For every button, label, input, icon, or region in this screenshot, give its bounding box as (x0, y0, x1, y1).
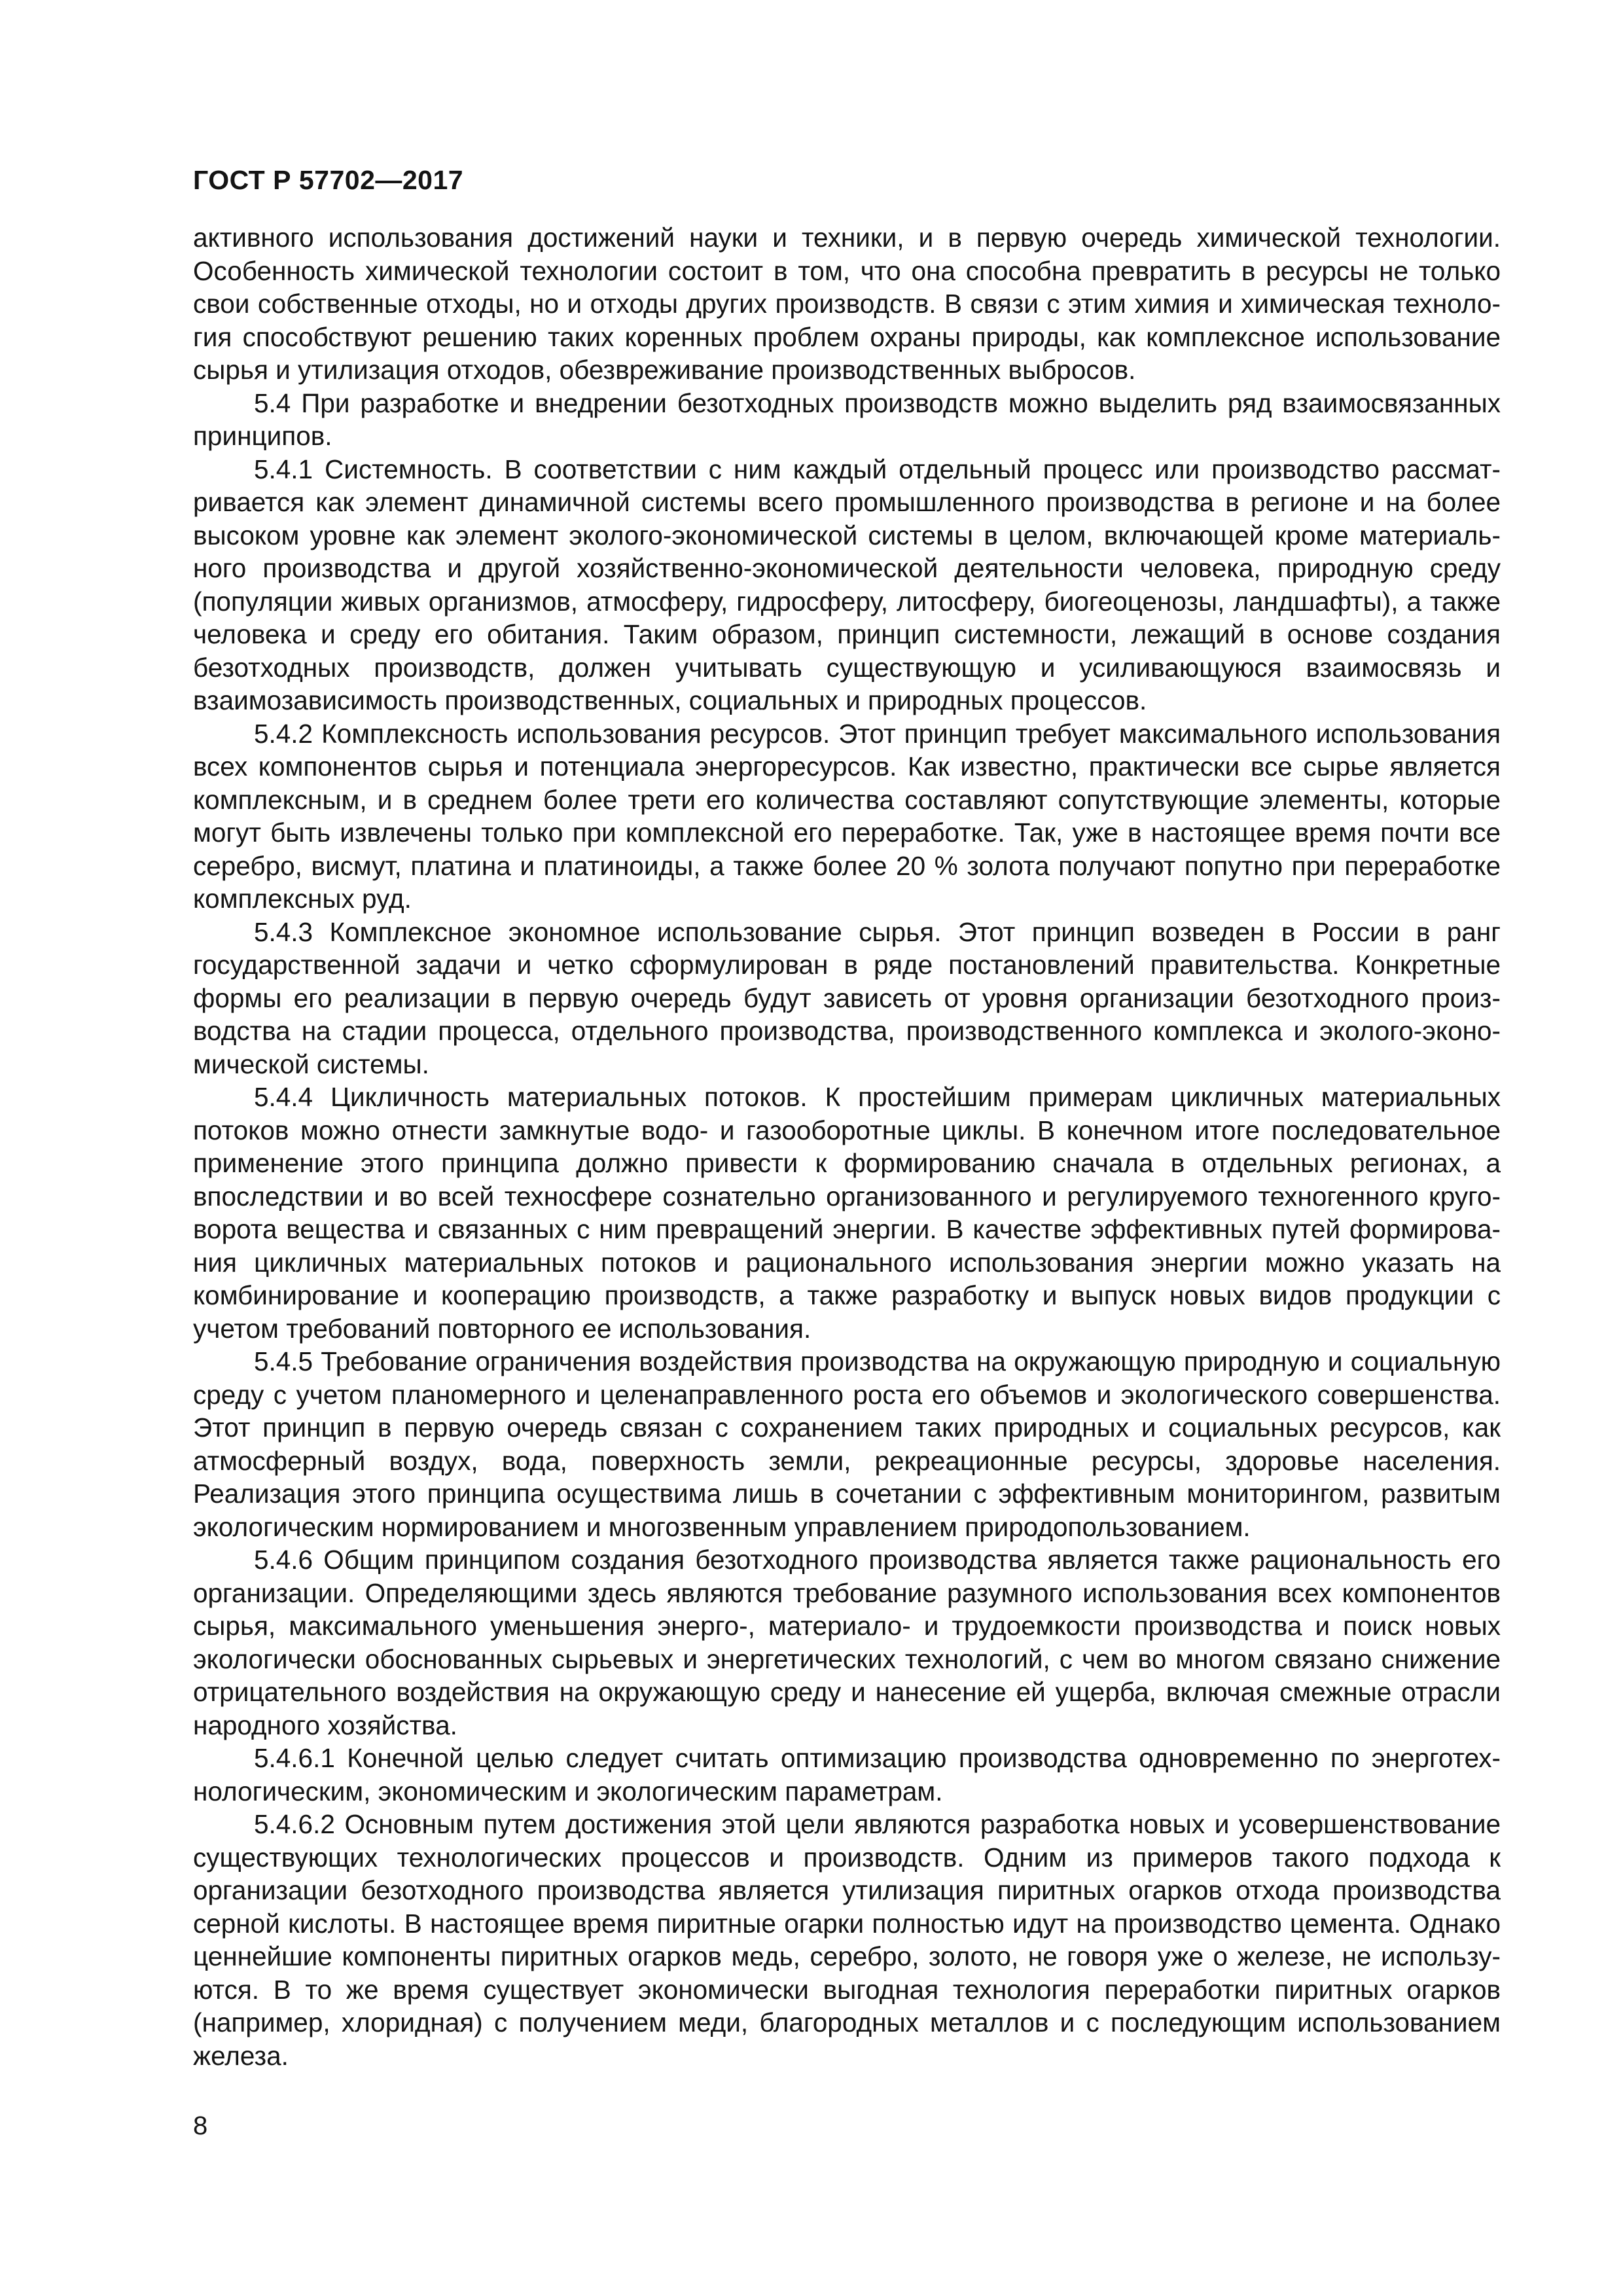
paragraph-5-4: 5.4 При разработке и внедрении безотходных производств можно выделить ряд взаимосвязанных принципов. (193, 387, 1501, 451)
paragraph-5-4-6: 5.4.6 Общим принципом создания безотходного производства является также рациональность его организации. Определяющими здесь являются требование разумного использования всех компонентов сырья, максимального уменьшения энерго-, материало- и трудоемкости производства и поиск новых экологически обоснованных сырьевых и энергетических технологий, с чем во многом связано снижение отрицательного воздействия на окружающую среду и нанесение ей ущерба, включая смежные отрасли народного хозяйства. (193, 1545, 1501, 1740)
paragraph-5-4-6-1: 5.4.6.1 Конечной целью следует считать оптимизацию производства одновременно по энерготехнологическим, экономическим и экологическим параметрам. (193, 1743, 1501, 1806)
paragraph-5-4-3: 5.4.3 Комплексное экономное использование сырья. Этот принцип возведен в России в ранг государственной задачи и четко сформулирован в ряде постановлений правительства. Конкретные формы его реализации в первую очередь будут зависеть от уровня организации безотходного производства на стадии процесса, отдельного производства, производственного комплекса и эколого-экономической системы. (193, 916, 1501, 1079)
paragraph-5-4-1: 5.4.1 Системность. В соответствии с ним каждый отдельный процесс или производство рассматривается как элемент динамичной системы всего промышленного производства в регионе и на более высоком уровне как элемент эколого-экономической системы в целом, включающей кроме материального производства и другой хозяйственно-экономической деятельности человека, природную среду (популяции живых организмов, атмосферу, гидросферу, литосферу, биогеоценозы, ландшафты), а также человека и среду его обитания. Таким образом, принцип системности, лежащий в основе создания безотходных производств, должен учитывать существующую и усиливающуюся взаимосвязь и взаимозависимость производственных, социальных и природных процессов. (193, 454, 1501, 715)
document-header: ГОСТ Р 57702—2017 (193, 165, 464, 195)
paragraph-5-4-6-2: 5.4.6.2 Основным путем достижения этой цели являются разработка новых и усовершенствование существующих технологических процессов и производств. Одним из примеров такого подхода к организации безотходного производства является утилизация пиритных огарков отхода производства серной кислоты. В настоящее время пиритные огарки полностью идут на производство цемента. Однако ценнейшие компоненты пиритных огарков медь, серебро, золото, не говоря уже о железе, не используются. В то же время существует экономически выгодная технология переработки пиритных огарков (например, хлоридная) с получением меди, благородных металлов и с последующим использованием железа. (193, 1809, 1501, 2071)
document-body (193, 221, 1501, 2072)
paragraph-continuation: активного использования достижений науки и техники, и в первую очередь химической технологии. Особенность химической технологии состоит в том, что она способна превратить в ресурсы не только свои собственные отходы, но и отходы других производств. В связи с этим химия и химическая технология способствуют решению таких коренных проблем охраны природы, как комплексное использование сырья и утилизация отходов, обезвреживание производственных выбросов. (193, 223, 1501, 385)
paragraph-5-4-4: 5.4.4 Цикличность материальных потоков. К простейшим примерам цикличных материальных потоков можно отнести замкнутые водо- и газооборотные циклы. В конечном итоге последовательное применение этого принципа должно привести к формированию сначала в отдельных регионах, а впоследствии и во всей техносфере сознательно организованного и регулируемого техногенного круговорота вещества и связанных с ним превращений энергии. В качестве эффективных путей формирования цикличных материальных потоков и рационального использования энергии можно указать на комбинирование и кооперацию производств, а также разработку и выпуск новых видов продукции с учетом требований повторного ее использования. (193, 1082, 1501, 1344)
paragraph-5-4-2: 5.4.2 Комплексность использования ресурсов. Этот принцип требует максимального использования всех компонентов сырья и потенциала энергоресурсов. Как известно, практически все сырье является комплексным, и в среднем более трети его количества составляют сопутствующие элементы, которые могут быть извлечены только при комплексной его переработке. Так, уже в настоящее время почти все серебро, висмут, платина и платиноиды, а также более 20 % золота получают попутно при переработке комплексных руд. (193, 718, 1501, 914)
paragraph-5-4-5: 5.4.5 Требование ограничения воздействия производства на окружающую природную и социальную среду с учетом планомерного и целенаправленного роста его объемов и экологического совершенства. Этот принцип в первую очередь связан с сохранением таких природных и социальных ресурсов, как атмосферный воздух, вода, поверхность земли, рекреационные ресурсы, здоровье населения. Реализация этого принципа осуществима лишь в сочетании с эффективным мониторингом, развитым экологическим нормированием и многозвенным управлением природопользованием. (193, 1346, 1501, 1542)
page-number: 8 (193, 2111, 208, 2140)
